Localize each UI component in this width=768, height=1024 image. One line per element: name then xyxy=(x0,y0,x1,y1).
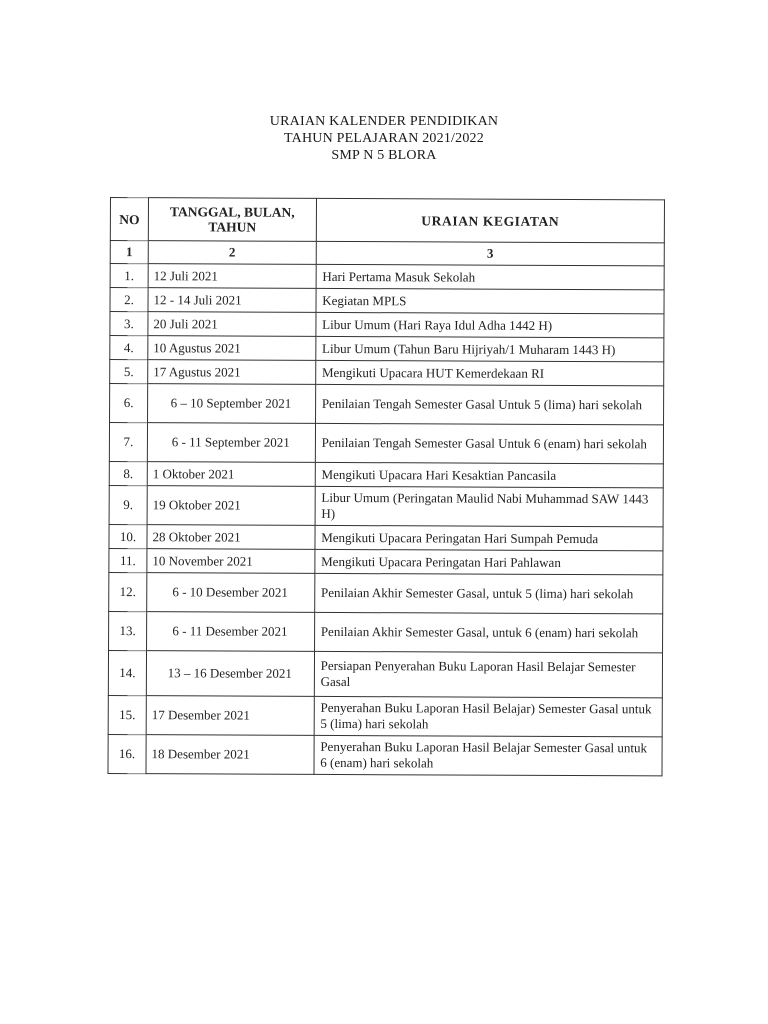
row-number: 5. xyxy=(110,360,148,384)
table-row xyxy=(110,384,664,425)
row-description: Penilaian Akhir Semester Gasal, untuk 5 (lima) hari sekolah xyxy=(314,573,662,614)
title-line-1: URAIAN KALENDER PENDIDIKAN xyxy=(269,114,499,129)
table-row xyxy=(108,650,662,697)
table-row xyxy=(110,264,664,290)
row-description: Mengikuti Upacara HUT Kemerdekaan RI xyxy=(315,360,663,386)
row-date: 17 Agustus 2021 xyxy=(148,360,316,385)
column-number-2: 2 xyxy=(148,241,316,265)
row-date: 12 - 14 Juli 2021 xyxy=(148,288,316,313)
row-date: 6 – 10 September 2021 xyxy=(148,384,316,424)
row-description: Mengikuti Upacara Peringatan Hari Sumpah Pemuda xyxy=(315,525,663,551)
row-description: Libur Umum (Tahun Baru Hijriyah/1 Muharam 1443 H) xyxy=(316,336,664,362)
table-row xyxy=(108,695,662,736)
row-number: 13. xyxy=(109,611,147,650)
column-header-date: TANGGAL, BULAN, TAHUN xyxy=(148,198,316,242)
row-number: 9. xyxy=(109,485,147,524)
row-date: 12 Juli 2021 xyxy=(148,264,316,289)
row-description: Penyerahan Buku Laporan Hasil Belajar Semester Gasal untuk 6 (enam) hari sekolah xyxy=(314,735,662,776)
table-row xyxy=(109,524,663,550)
row-date: 6 - 11 September 2021 xyxy=(147,423,315,463)
title-line-2: TAHUN PELAJARAN 2021/2022 xyxy=(284,131,484,146)
table-row xyxy=(110,336,664,362)
table-row xyxy=(110,360,664,386)
column-number-3: 3 xyxy=(316,241,664,266)
title-line-3: SMP N 5 BLORA xyxy=(331,148,437,163)
row-number: 16. xyxy=(108,734,146,773)
row-number: 15. xyxy=(108,695,146,734)
row-number: 1. xyxy=(110,264,148,288)
row-number: 12. xyxy=(109,572,147,611)
row-number: 2. xyxy=(110,288,148,312)
row-description: Penilaian Tengah Semester Gasal Untuk 5 (lima) hari sekolah xyxy=(315,384,663,425)
row-description: Libur Umum (Peringatan Maulid Nabi Muhammad SAW 1443 H) xyxy=(315,486,663,527)
row-number: 11. xyxy=(109,548,147,572)
row-description: Persiapan Penyerahan Buku Laporan Hasil Belajar Semester Gasal xyxy=(314,651,662,698)
row-number: 7. xyxy=(109,423,147,462)
table-row xyxy=(108,734,662,775)
row-date: 17 Desember 2021 xyxy=(146,696,314,736)
row-date: 1 Oktober 2021 xyxy=(147,462,315,487)
calendar-table xyxy=(107,197,665,776)
row-date: 20 Juli 2021 xyxy=(148,312,316,337)
row-description: Hari Pertama Masuk Sekolah xyxy=(316,264,664,290)
row-date: 6 - 10 Desember 2021 xyxy=(147,573,315,613)
table-row xyxy=(109,611,663,652)
table-header-row xyxy=(110,198,664,243)
row-description: Mengikuti Upacara Peringatan Hari Pahlawan xyxy=(315,549,663,575)
column-header-no: NO xyxy=(110,198,148,241)
row-description: Penilaian Tengah Semester Gasal Untuk 6 (enam) hari sekolah xyxy=(315,423,663,464)
row-date: 19 Oktober 2021 xyxy=(147,486,315,526)
row-description: Penilaian Akhir Semester Gasal, untuk 6 (enam) hari sekolah xyxy=(314,612,662,653)
document-title xyxy=(0,113,768,164)
row-date: 13 – 16 Desember 2021 xyxy=(146,651,314,697)
table-row xyxy=(109,423,663,464)
row-description: Libur Umum (Hari Raya Idul Adha 1442 H) xyxy=(316,312,664,338)
row-date: 28 Oktober 2021 xyxy=(147,525,315,550)
row-number: 6. xyxy=(110,384,148,423)
row-date: 10 November 2021 xyxy=(147,549,315,574)
row-number: 3. xyxy=(110,312,148,336)
table-row xyxy=(110,312,664,338)
table-row xyxy=(109,461,663,487)
row-date: 10 Agustus 2021 xyxy=(148,336,316,361)
row-number: 4. xyxy=(110,336,148,360)
column-header-description: URAIAN KEGIATAN xyxy=(316,198,664,243)
table-row xyxy=(109,548,663,574)
row-date: 6 - 11 Desember 2021 xyxy=(147,612,315,652)
row-number: 10. xyxy=(109,524,147,548)
table-row xyxy=(109,572,663,613)
row-description: Mengikuti Upacara Hari Kesaktian Pancasila xyxy=(315,462,663,488)
table-row xyxy=(110,288,664,314)
column-number-1: 1 xyxy=(110,241,148,264)
column-number-row xyxy=(110,241,664,266)
row-date: 18 Desember 2021 xyxy=(146,735,314,775)
row-number: 14. xyxy=(108,650,146,695)
table-row xyxy=(109,485,663,526)
row-number: 8. xyxy=(109,461,147,485)
row-description: Kegiatan MPLS xyxy=(316,288,664,314)
row-description: Penyerahan Buku Laporan Hasil Belajar) Semester Gasal untuk 5 (lima) hari sekolah xyxy=(314,696,662,737)
